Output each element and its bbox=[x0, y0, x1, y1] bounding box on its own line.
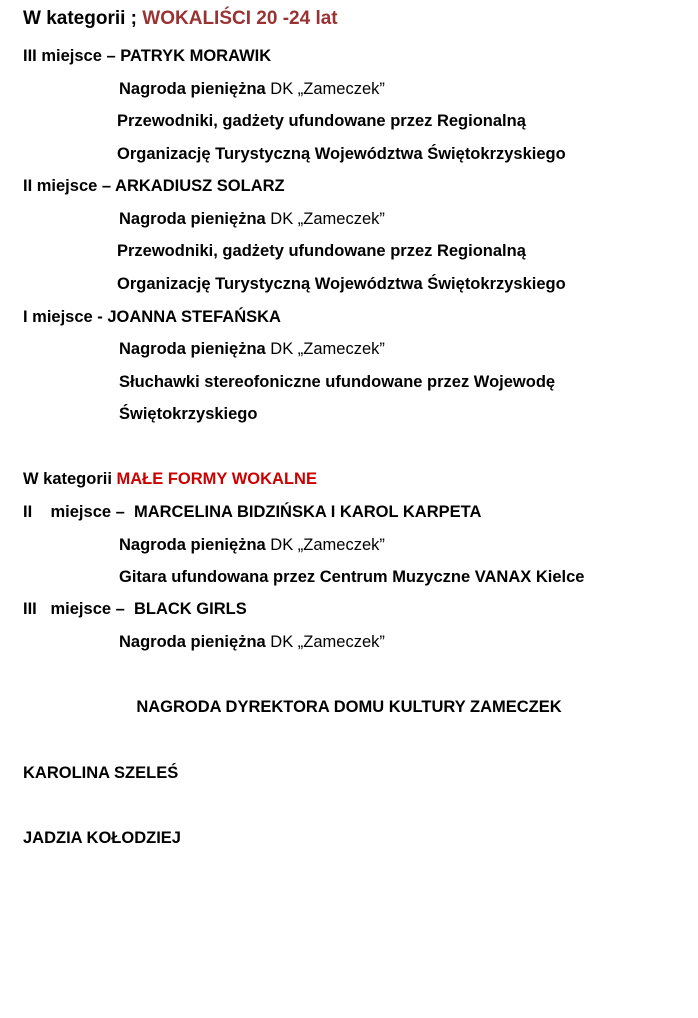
prize-extra-line: Świętokrzyskiego bbox=[119, 405, 258, 423]
prize-label: Nagroda pieniężna bbox=[119, 210, 266, 228]
category-heading-1 bbox=[23, 9, 338, 29]
prize-extra-line: Organizację Turystyczną Województwa Świętokrzyskiego bbox=[117, 275, 566, 293]
place-line: III miejsce – PATRYK MORAWIK bbox=[23, 47, 272, 65]
prize-sponsor: DK „Zameczek” bbox=[265, 210, 385, 228]
category-prefix: W kategorii ; bbox=[23, 8, 143, 29]
prize-label: Nagroda pieniężna bbox=[119, 340, 266, 358]
prize-line bbox=[119, 339, 385, 359]
place-line: III miejsce – BLACK GIRLS bbox=[23, 600, 247, 618]
prize-sponsor: DK „Zameczek” bbox=[265, 536, 385, 554]
prize-sponsor: DK „Zameczek” bbox=[265, 633, 385, 651]
category-name: MAŁE FORMY WOKALNE bbox=[116, 470, 317, 488]
prize-extra-line: Słuchawki stereofoniczne ufundowane przez Wojewodę bbox=[119, 373, 556, 391]
place-line: I miejsce - JOANNA STEFAŃSKA bbox=[23, 308, 281, 326]
prize-sponsor: DK „Zameczek” bbox=[265, 340, 385, 358]
place-line: II miejsce – ARKADIUSZ SOLARZ bbox=[23, 177, 285, 195]
category-prefix: W kategorii bbox=[23, 470, 117, 488]
award-winner: JADZIA KOŁODZIEJ bbox=[23, 829, 181, 847]
prize-extra-line: Przewodniki, gadżety ufundowane przez Regionalną bbox=[117, 112, 526, 130]
prize-label: Nagroda pieniężna bbox=[119, 633, 266, 651]
award-winner: KAROLINA SZELEŚ bbox=[23, 764, 179, 782]
prize-sponsor: DK „Zameczek” bbox=[265, 80, 385, 98]
prize-extra-line: Gitara ufundowana przez Centrum Muzyczne VANAX Kielce bbox=[119, 568, 585, 586]
prize-label: Nagroda pieniężna bbox=[119, 80, 266, 98]
prize-extra-line: Organizację Turystyczną Województwa Świętokrzyskiego bbox=[117, 145, 566, 163]
prize-line bbox=[119, 79, 385, 99]
prize-extra-line: Przewodniki, gadżety ufundowane przez Regionalną bbox=[117, 242, 526, 260]
category-name: WOKALIŚCI 20 -24 lat bbox=[142, 8, 338, 29]
prize-line bbox=[119, 209, 385, 229]
category-heading-2 bbox=[23, 469, 317, 489]
prize-line bbox=[119, 632, 385, 652]
place-line: II miejsce – MARCELINA BIDZIŃSKA I KAROL KARPETA bbox=[23, 503, 482, 521]
prize-line bbox=[119, 535, 385, 555]
director-award-title: NAGRODA DYREKTORA DOMU KULTURY ZAMECZEK bbox=[136, 698, 562, 716]
prize-label: Nagroda pieniężna bbox=[119, 536, 266, 554]
